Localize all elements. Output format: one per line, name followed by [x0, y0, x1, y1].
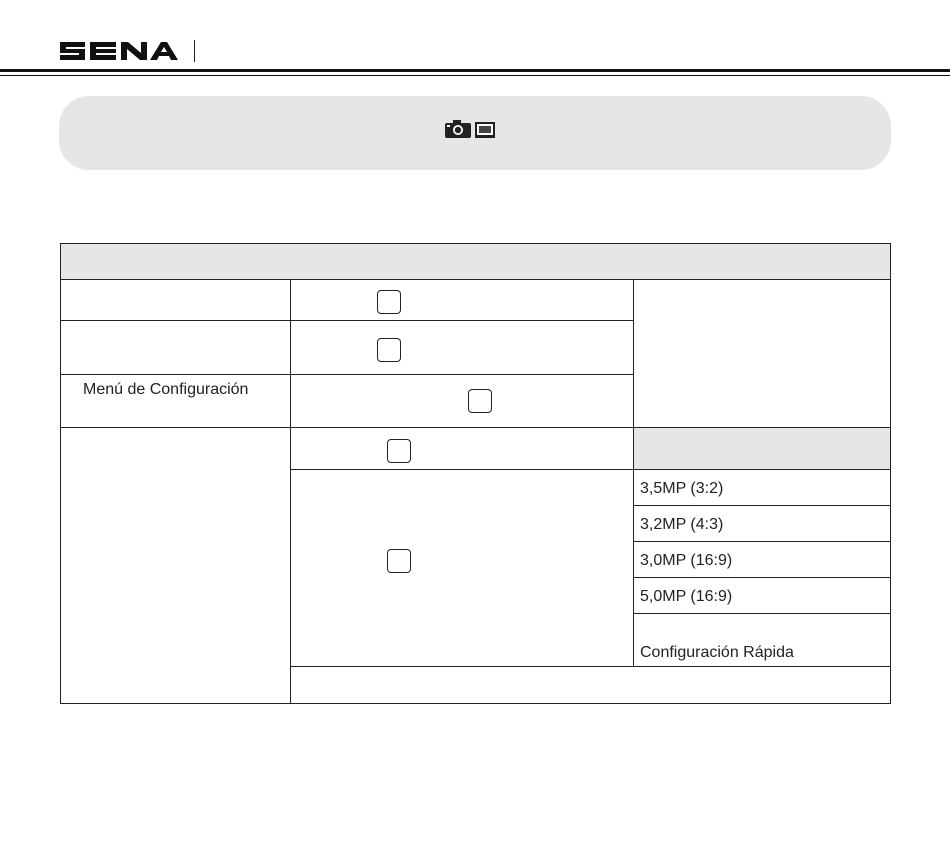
button-icon: [377, 338, 401, 362]
button-icon: [468, 389, 492, 413]
row-divider: [60, 320, 633, 321]
settings-table: [60, 243, 891, 704]
row-divider: [633, 613, 891, 614]
row-divider: [633, 577, 891, 578]
resolution-option: 3,2MP (4:3): [640, 516, 724, 533]
row-divider: [60, 279, 891, 280]
camera-screen-icon: [444, 119, 496, 139]
page-header: [0, 0, 950, 80]
header-rule-thick: [0, 69, 950, 72]
resolution-option: 3,0MP (16:9): [640, 552, 733, 569]
row-divider: [290, 666, 891, 667]
button-icon: [377, 290, 401, 314]
row-divider: [290, 469, 891, 470]
column-divider: [290, 279, 291, 704]
column-divider: [633, 279, 634, 666]
button-icon: [387, 549, 411, 573]
quick-config-label: Configuración Rápida: [640, 644, 794, 661]
logo-divider: [194, 40, 195, 62]
header-rule-thin: [0, 75, 950, 76]
menu-config-label: Menú de Configuración: [83, 381, 249, 398]
row-divider: [60, 374, 633, 375]
row-divider: [60, 427, 891, 428]
button-icon: [387, 439, 411, 463]
sena-logo: [58, 38, 178, 64]
resolution-option: 3,5MP (3:2): [640, 480, 724, 497]
row-divider: [633, 541, 891, 542]
row-divider: [633, 505, 891, 506]
resolution-option: 5,0MP (16:9): [640, 588, 733, 605]
table-frame: [60, 243, 891, 704]
